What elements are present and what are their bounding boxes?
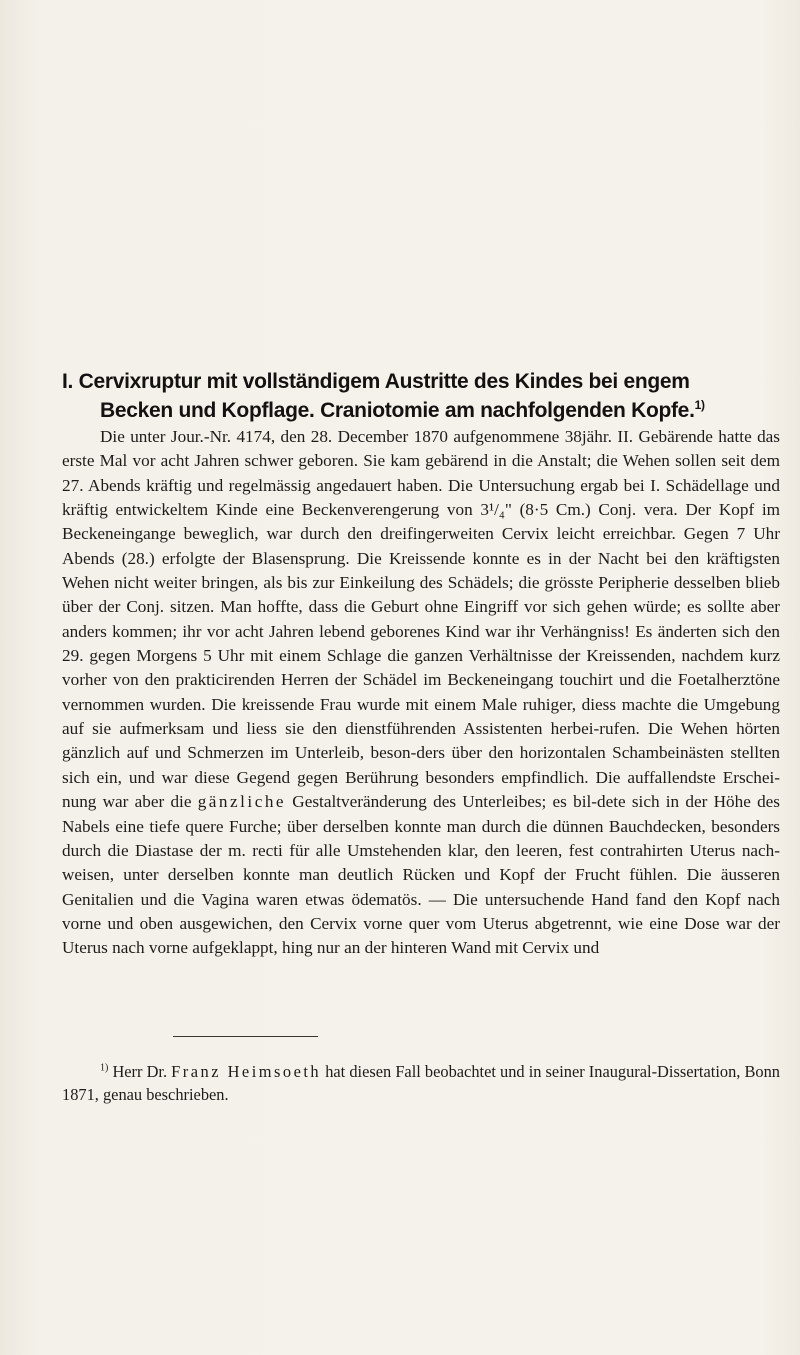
footnote-prefix: Herr Dr. xyxy=(108,1062,172,1082)
heading-footnote-mark: 1) xyxy=(694,398,705,412)
heading-line-1: I. Cervixruptur mit vollständigem Austritte des Kindes bei engem xyxy=(62,370,690,393)
body-emphasis-spaced: gänzliche xyxy=(197,792,287,812)
footnote-author-name: Franz Heimsoeth xyxy=(171,1062,322,1082)
body-paragraph xyxy=(62,425,780,961)
footnote xyxy=(62,1060,780,1106)
footnote-divider xyxy=(173,1036,318,1037)
article-section xyxy=(62,367,780,961)
body-text-part-2: Gestaltveränderung des Unterleibes; es bil-dete sich in der Höhe des Nabels eine tiefe quere Furche; über derselben konnte man durch die dünnen Bauchdecken, besonders durch die Diastase der m. recti für alle Umstehenden klar, den leeren, fest contrahirten Uterus nach-weisen, unter derselben konnte man deutlich Rücken und Kopf der Frucht fühlen. Die äusseren Genitalien und die Vagina waren etwas ödematös. — Die untersuchende Hand fand den Kopf nach vorne und oben ausgewichen, den Cervix vorne quer vom Uterus abgetrennt, wie eine Dose war der Uterus nach vorne aufgeklappt, hing nur an der hinteren Wand mit Cervix und xyxy=(62,792,780,958)
footnote-mark: 1) xyxy=(100,1062,109,1074)
heading-line-2-text: Becken und Kopflage. Craniotomie am nachfolgenden Kopfe. xyxy=(100,399,695,422)
body-text-part-1: Die unter Jour.-Nr. 4174, den 28. December 1870 aufgenommene 38jähr. II. Gebärende hatte das erste Mal vor acht Jahren schwer geboren. Sie kam gebärend in die Anstalt; die Wehen sollen seit dem 27. Abends kräftig und regelmässig angedauert haben. Die Untersuchung ergab bei I. Schädellage und kräftig entwickeltem Kinde eine Beckenverengerung von 3¹/₄" (8·5 Cm.) Conj. vera. Der Kopf im Beckeneingange beweglich, war durch den dreifingerweiten Cervix leicht erreichbar. Gegen 7 Uhr Abends (28.) erfolgte der Blasensprung. Die Kreissende konnte es in der Nacht bei den kräftigsten Wehen nicht weiter bringen, als bis zur Einkeilung des Schädels; die grösste Peripherie desselben blieb über der Conj. sitzen. Man hoffte, dass die Geburt ohne Eingriff vor sich gehen würde; es sollte aber anders kommen; ihr vor acht Jahren lebend geborenes Kind war ihr Verhängniss! Es änderten sich den 29. gegen Morgens 5 Uhr mit einem Schlage die ganzen Verhältnisse der Kreissenden, nachdem kurz vorher von den prakticirenden Herren der Schädel im Beckeneingang touchirt und die Foetalherztöne vernommen wurden. Die kreissende Frau wurde mit einem Male ruhiger, diess machte die Umgebung auf sie aufmerksam und liess sie den dienstführenden Assistenten herbei-rufen. Die Wehen hörten gänzlich auf und Schmerzen im Unterleib, beson-ders über den horizontalen Schambeinästen stellten sich ein, und war diese Gegend gegen Berührung besonders empfindlich. Die auffallendste Erschei-nung war aber die xyxy=(62,427,780,812)
heading-line-2 xyxy=(62,396,780,425)
section-heading xyxy=(62,367,780,425)
footnote-text: hat diesen Fall beobachtet und in seiner Inaugural-Dissertation, Bonn 1871, genau beschrieben. xyxy=(62,1062,780,1105)
